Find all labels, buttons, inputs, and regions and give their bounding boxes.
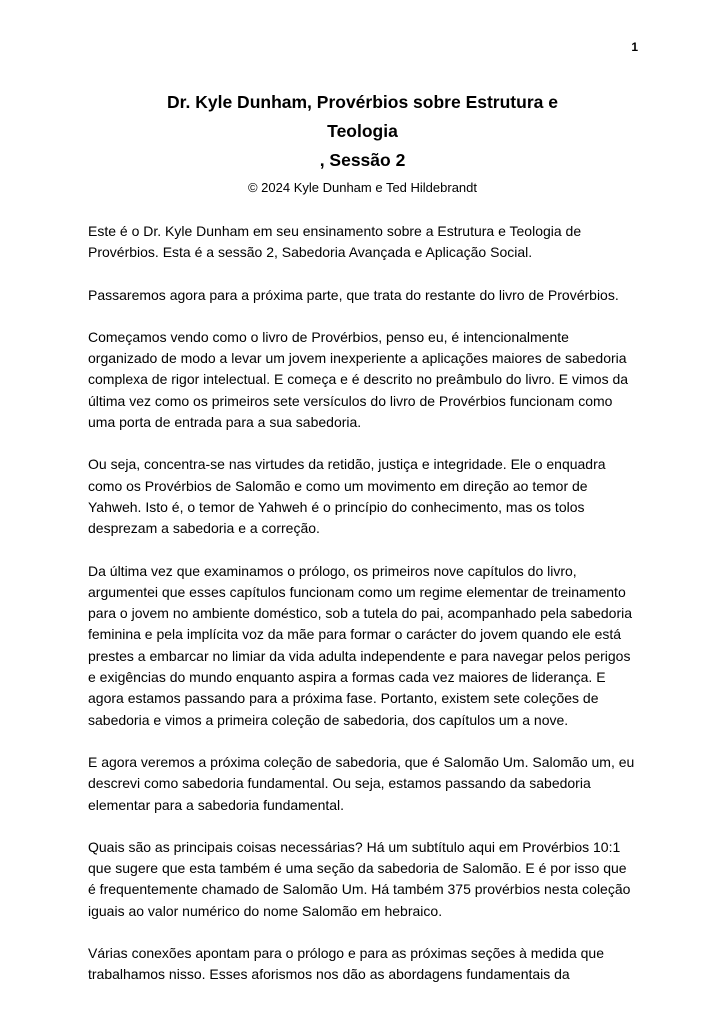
copyright-line: © 2024 Kyle Dunham e Ted Hildebrandt: [247, 180, 478, 195]
document-title-line-2: Teologia: [327, 121, 398, 141]
page-number: 1: [631, 40, 638, 54]
document-body: [88, 196, 637, 986]
document-title-line-1: Dr. Kyle Dunham, Provérbios sobre Estrutura e: [167, 92, 558, 112]
paragraph-6: E agora veremos a próxima coleção de sabedoria, que é Salomão Um. Salomão um, eu descrevi como sabedoria fundamental. Ou seja, estamos passando da sabedoria elementar para a sabedoria fundamental.: [88, 753, 635, 813]
paragraph-7: Quais são as principais coisas necessárias? Há um subtítulo aqui em Provérbios 10:1 que sugere que esta também é uma seção da sabedoria de Salomão. E é por isso que é frequentemente chamado de Salomão Um. Há também 375 provérbios nesta coleção iguais ao valor numérico do nome Salomão em hebraico.: [88, 838, 631, 919]
paragraph-5: Da última vez que examinamos o prólogo, os primeiros nove capítulos do livro, argumentei que esses capítulos funcionam como um regime elementar de treinamento para o jovem no ambiente doméstico, sob a tutela do pai, acompanhado pela sabedoria feminina e pela implícita voz da mãe para formar o carácter do jovem quando ele está prestes a embarcar no limiar da vida adulta independente e para navegar pelos perigos e exigências do mundo enquanto aspira a formas cada vez maiores de liderança. E agora estamos passando para a próxima fase. Portanto, existem sete coleções de sabedoria e vimos a primeira coleção de sabedoria, dos capítulos um a nove.: [88, 562, 633, 728]
paragraph-2: Passaremos agora para a próxima parte, que trata do restante do livro de Provérbios.: [88, 286, 619, 303]
paragraph-3: Começamos vendo como o livro de Provérbios, penso eu, é intencionalmente organizado de modo a levar um jovem inexperiente a aplicações maiores de sabedoria complexa de rigor intelectual. E começa e é descrito no preâmbulo do livro. E vimos da última vez como os primeiros sete versículos do livro de Provérbios funcionam como uma porta de entrada para a sua sabedoria.: [88, 328, 629, 431]
document-header: [88, 0, 637, 196]
document-title-line-3: , Sessão 2: [319, 150, 406, 170]
paragraph-1: Este é o Dr. Kyle Dunham em seu ensinamento sobre a Estrutura e Teologia de Provérbios. Esta é a sessão 2, Sabedoria Avançada e Aplicação Social.: [88, 223, 582, 261]
paragraph-8: Várias conexões apontam para o prólogo e para as próximas seções à medida que trabalhamos nisso. Esses aforismos nos dão as abordagens fundamentais da: [88, 945, 604, 983]
paragraph-4: Ou seja, concentra-se nas virtudes da retidão, justiça e integridade. Ele o enquadra como os Provérbios de Salomão e como um movimento em direção ao temor de Yahweh. Isto é, o temor de Yahweh é o princípio do conhecimento, mas os tolos desprezam a sabedoria e a correção.: [88, 456, 606, 537]
